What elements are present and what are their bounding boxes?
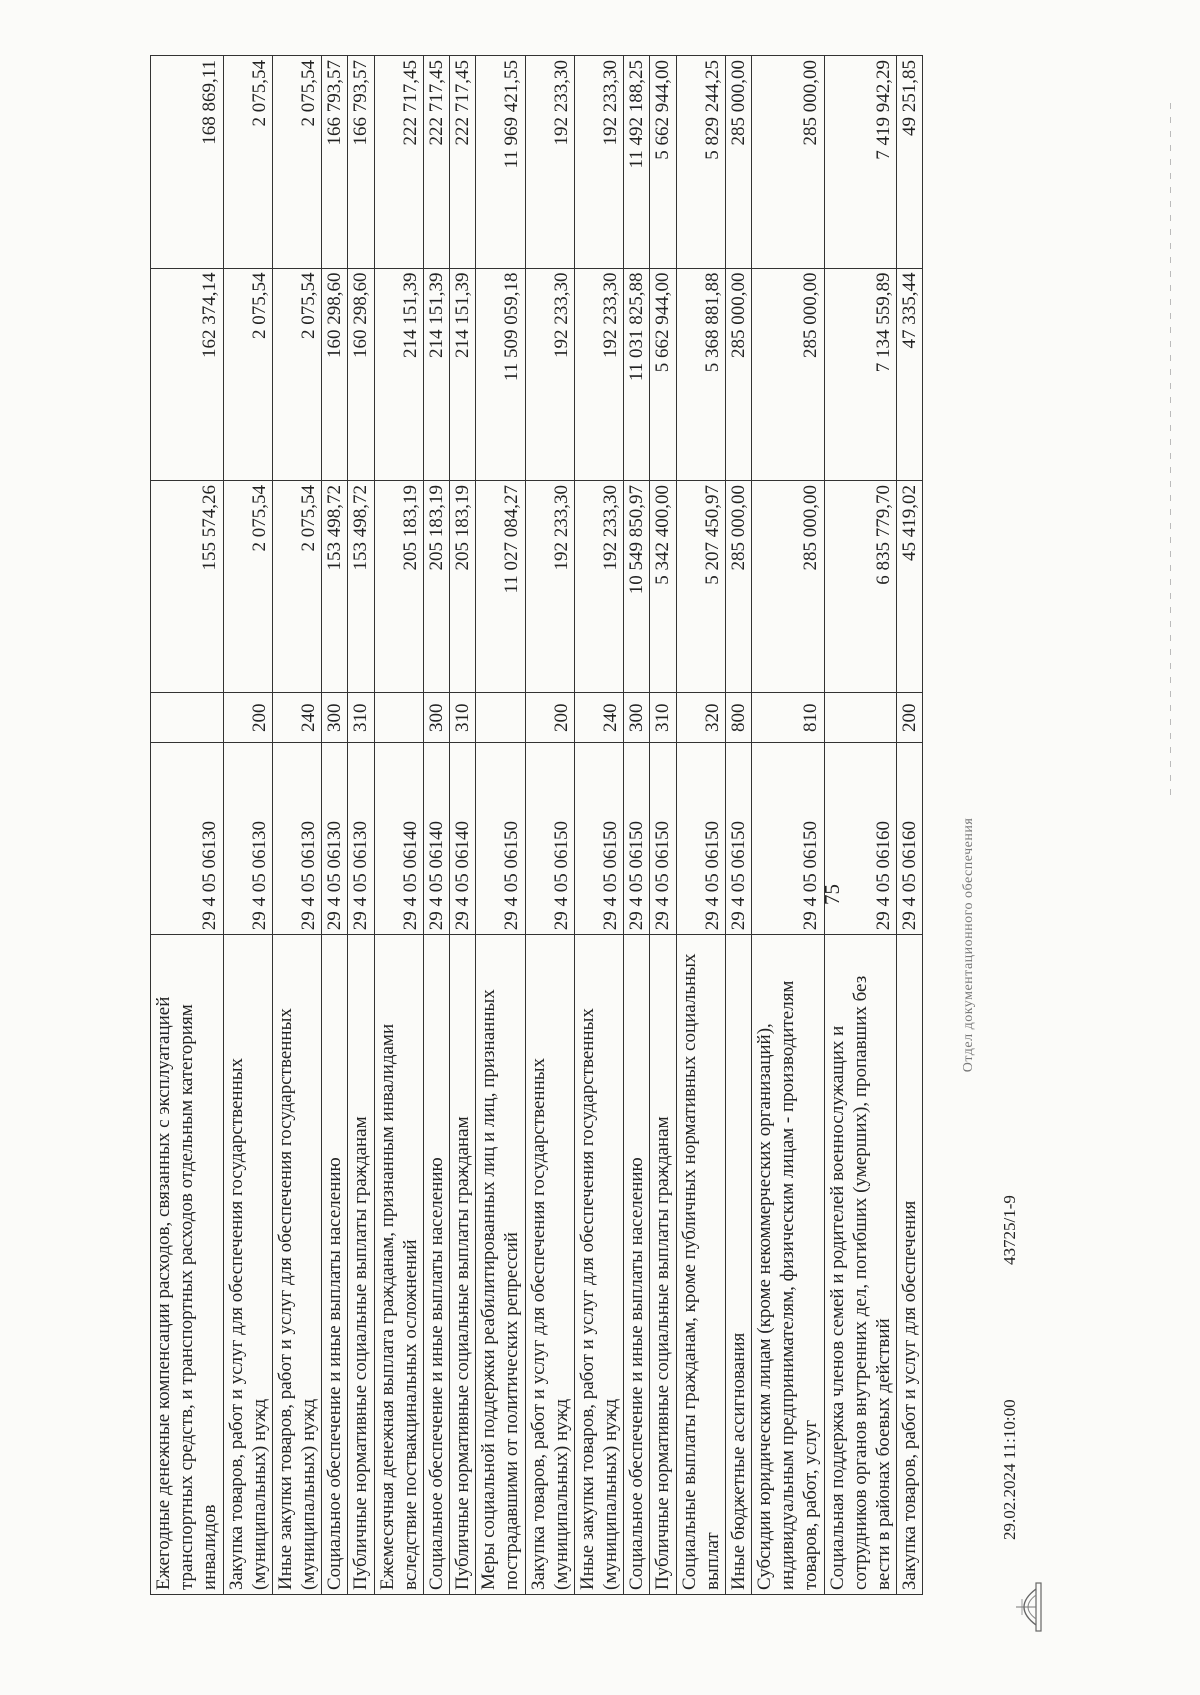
row-code-cell: 29 4 05 06140 xyxy=(374,743,423,935)
table-row xyxy=(525,56,574,1595)
row-value-2025-cell: 2 075,54 xyxy=(272,268,321,480)
table-row xyxy=(574,56,623,1595)
row-value-2025-cell: 192 233,30 xyxy=(525,268,574,480)
row-code-cell: 29 4 05 06150 xyxy=(752,743,825,935)
row-kind-cell: 810 xyxy=(752,693,825,743)
row-code-cell: 29 4 05 06150 xyxy=(574,743,623,935)
row-value-2024-cell: 5 342 400,00 xyxy=(650,480,676,692)
row-value-2026-cell: 285 000,00 xyxy=(725,56,751,269)
row-kind-cell xyxy=(374,693,423,743)
row-value-2024-cell: 10 549 850,97 xyxy=(624,480,650,692)
row-kind-cell: 310 xyxy=(450,693,476,743)
row-value-2024-cell: 45 419,02 xyxy=(897,480,923,692)
row-code-cell: 29 4 05 06140 xyxy=(450,743,476,935)
row-code-cell: 29 4 05 06130 xyxy=(151,743,224,935)
row-value-2025-cell: 5 368 881,88 xyxy=(676,268,725,480)
row-value-2025-cell: 2 075,54 xyxy=(223,268,272,480)
row-name-cell: Публичные нормативные социальные выплаты гражданам xyxy=(650,935,676,1595)
row-value-2025-cell: 214 151,39 xyxy=(450,268,476,480)
row-value-2024-cell: 205 183,19 xyxy=(423,480,449,692)
row-value-2025-cell: 214 151,39 xyxy=(374,268,423,480)
row-code-cell: 29 4 05 06150 xyxy=(476,743,525,935)
table-row xyxy=(423,56,449,1595)
row-name-cell: Ежегодные денежные компенсации расходов, связанных с эксплуатацией транспортных средств, и транспортных расходов отдельным категориям инвалидов xyxy=(151,935,224,1595)
row-value-2026-cell: 222 717,45 xyxy=(423,56,449,269)
row-name-cell: Публичные нормативные социальные выплаты гражданам xyxy=(450,935,476,1595)
row-value-2026-cell: 49 251,85 xyxy=(897,56,923,269)
row-name-cell: Иные закупки товаров, работ и услуг для обеспечения государственных (муниципальных) нужд xyxy=(272,935,321,1595)
row-value-2025-cell: 285 000,00 xyxy=(725,268,751,480)
row-name-cell: Публичные нормативные социальные выплаты гражданам xyxy=(348,935,374,1595)
row-value-2026-cell: 5 662 944,00 xyxy=(650,56,676,269)
row-code-cell: 29 4 05 06150 xyxy=(525,743,574,935)
table-row xyxy=(348,56,374,1595)
row-value-2026-cell: 7 419 942,29 xyxy=(824,56,897,269)
row-value-2026-cell: 166 793,57 xyxy=(322,56,348,269)
row-value-2026-cell: 222 717,45 xyxy=(374,56,423,269)
row-code-cell: 29 4 05 06160 xyxy=(824,743,897,935)
row-value-2025-cell: 162 374,14 xyxy=(151,268,224,480)
table-row xyxy=(272,56,321,1595)
row-value-2025-cell: 5 662 944,00 xyxy=(650,268,676,480)
row-kind-cell: 800 xyxy=(725,693,751,743)
table-row xyxy=(624,56,650,1595)
table-row xyxy=(223,56,272,1595)
budget-table xyxy=(150,55,923,1595)
table-row xyxy=(725,56,751,1595)
row-name-cell: Закупка товаров, работ и услуг для обеспечения государственных (муниципальных) нужд xyxy=(525,935,574,1595)
row-value-2026-cell: 2 075,54 xyxy=(272,56,321,269)
scan-artifact-line xyxy=(1170,95,1171,795)
row-value-2026-cell: 192 233,30 xyxy=(525,56,574,269)
footer-date: 29.02.2024 11:10:00 xyxy=(1000,1399,1019,1540)
row-name-cell: Закупка товаров, работ и услуг для обеспечения государственных (муниципальных) нужд xyxy=(223,935,272,1595)
row-code-cell: 29 4 05 06160 xyxy=(897,743,923,935)
row-value-2026-cell: 166 793,57 xyxy=(348,56,374,269)
row-code-cell: 29 4 05 06130 xyxy=(322,743,348,935)
table-row xyxy=(676,56,725,1595)
row-code-cell: 29 4 05 06130 xyxy=(223,743,272,935)
row-value-2024-cell: 6 835 779,70 xyxy=(824,480,897,692)
row-value-2024-cell: 2 075,54 xyxy=(272,480,321,692)
row-kind-cell: 200 xyxy=(525,693,574,743)
row-value-2024-cell: 155 574,26 xyxy=(151,480,224,692)
row-code-cell: 29 4 05 06140 xyxy=(423,743,449,935)
row-name-cell: Социальное обеспечение и иные выплаты населению xyxy=(624,935,650,1595)
row-name-cell: Субсидии юридическим лицам (кроме некоммерческих организаций), индивидуальным предпринимателям, физическим лицам - производителям товаров, работ, услуг xyxy=(752,935,825,1595)
row-value-2024-cell: 2 075,54 xyxy=(223,480,272,692)
row-value-2025-cell: 11 031 825,88 xyxy=(624,268,650,480)
row-value-2026-cell: 285 000,00 xyxy=(752,56,825,269)
row-kind-cell xyxy=(824,693,897,743)
row-value-2026-cell: 192 233,30 xyxy=(574,56,623,269)
row-value-2025-cell: 11 509 059,18 xyxy=(476,268,525,480)
row-value-2025-cell: 285 000,00 xyxy=(752,268,825,480)
row-value-2024-cell: 285 000,00 xyxy=(725,480,751,692)
row-value-2024-cell: 153 498,72 xyxy=(322,480,348,692)
row-kind-cell: 320 xyxy=(676,693,725,743)
row-kind-cell: 310 xyxy=(348,693,374,743)
row-name-cell: Меры социальной поддержки реабилитированных лиц и лиц, признанных пострадавшими от политических репрессий xyxy=(476,935,525,1595)
row-value-2025-cell: 160 298,60 xyxy=(348,268,374,480)
row-value-2026-cell: 168 869,11 xyxy=(151,56,224,269)
row-value-2026-cell: 5 829 244,25 xyxy=(676,56,725,269)
row-code-cell: 29 4 05 06150 xyxy=(725,743,751,935)
table-row xyxy=(476,56,525,1595)
department-stamp: Отдел документационного обеспечения xyxy=(961,817,976,1073)
row-value-2025-cell: 192 233,30 xyxy=(574,268,623,480)
row-name-cell: Социальное обеспечение и иные выплаты населению xyxy=(322,935,348,1595)
table-row xyxy=(650,56,676,1595)
row-value-2024-cell: 192 233,30 xyxy=(574,480,623,692)
row-name-cell: Социальные выплаты гражданам, кроме публичных нормативных социальных выплат xyxy=(676,935,725,1595)
row-value-2024-cell: 285 000,00 xyxy=(752,480,825,692)
row-code-cell: 29 4 05 06130 xyxy=(348,743,374,935)
row-code-cell: 29 4 05 06150 xyxy=(650,743,676,935)
row-name-cell: Социальная поддержка членов семей и родителей военнослужащих и сотрудников органов внутренних дел, погибших (умерших), пропавших без вести в районах боевых действий xyxy=(824,935,897,1595)
table-row xyxy=(897,56,923,1595)
row-name-cell: Социальное обеспечение и иные выплаты населению xyxy=(423,935,449,1595)
row-kind-cell: 300 xyxy=(423,693,449,743)
row-value-2025-cell: 7 134 559,89 xyxy=(824,268,897,480)
footer-doc-code: 43725/1-9 xyxy=(1000,1195,1019,1265)
table-row xyxy=(824,56,897,1595)
row-value-2024-cell: 205 183,19 xyxy=(374,480,423,692)
table-row xyxy=(752,56,825,1595)
row-kind-cell: 310 xyxy=(650,693,676,743)
row-value-2025-cell: 160 298,60 xyxy=(322,268,348,480)
row-value-2025-cell: 47 335,44 xyxy=(897,268,923,480)
row-value-2024-cell: 192 233,30 xyxy=(525,480,574,692)
row-value-2026-cell: 2 075,54 xyxy=(223,56,272,269)
row-value-2026-cell: 222 717,45 xyxy=(450,56,476,269)
row-kind-cell xyxy=(151,693,224,743)
row-kind-cell: 200 xyxy=(897,693,923,743)
table-row xyxy=(151,56,224,1595)
row-value-2024-cell: 11 027 084,27 xyxy=(476,480,525,692)
row-name-cell: Ежемесячная денежная выплата гражданам, признанным инвалидами вследствие поствакцинальных осложнений xyxy=(374,935,423,1595)
table-row xyxy=(322,56,348,1595)
row-kind-cell: 300 xyxy=(322,693,348,743)
row-name-cell: Иные закупки товаров, работ и услуг для обеспечения государственных (муниципальных) нужд xyxy=(574,935,623,1595)
row-value-2026-cell: 11 492 188,25 xyxy=(624,56,650,269)
row-kind-cell: 240 xyxy=(272,693,321,743)
row-value-2024-cell: 205 183,19 xyxy=(450,480,476,692)
row-kind-cell: 200 xyxy=(223,693,272,743)
row-value-2025-cell: 214 151,39 xyxy=(423,268,449,480)
row-code-cell: 29 4 05 06150 xyxy=(624,743,650,935)
table-row xyxy=(450,56,476,1595)
page-number: 75 xyxy=(820,884,844,905)
row-code-cell: 29 4 05 06150 xyxy=(676,743,725,935)
table-row xyxy=(374,56,423,1595)
row-value-2024-cell: 5 207 450,97 xyxy=(676,480,725,692)
emblem-logo xyxy=(1010,1581,1044,1633)
row-name-cell: Иные бюджетные ассигнования xyxy=(725,935,751,1595)
row-name-cell: Закупка товаров, работ и услуг для обеспечения xyxy=(897,935,923,1595)
row-kind-cell xyxy=(476,693,525,743)
row-value-2026-cell: 11 969 421,55 xyxy=(476,56,525,269)
row-code-cell: 29 4 05 06130 xyxy=(272,743,321,935)
row-kind-cell: 300 xyxy=(624,693,650,743)
row-kind-cell: 240 xyxy=(574,693,623,743)
row-value-2024-cell: 153 498,72 xyxy=(348,480,374,692)
